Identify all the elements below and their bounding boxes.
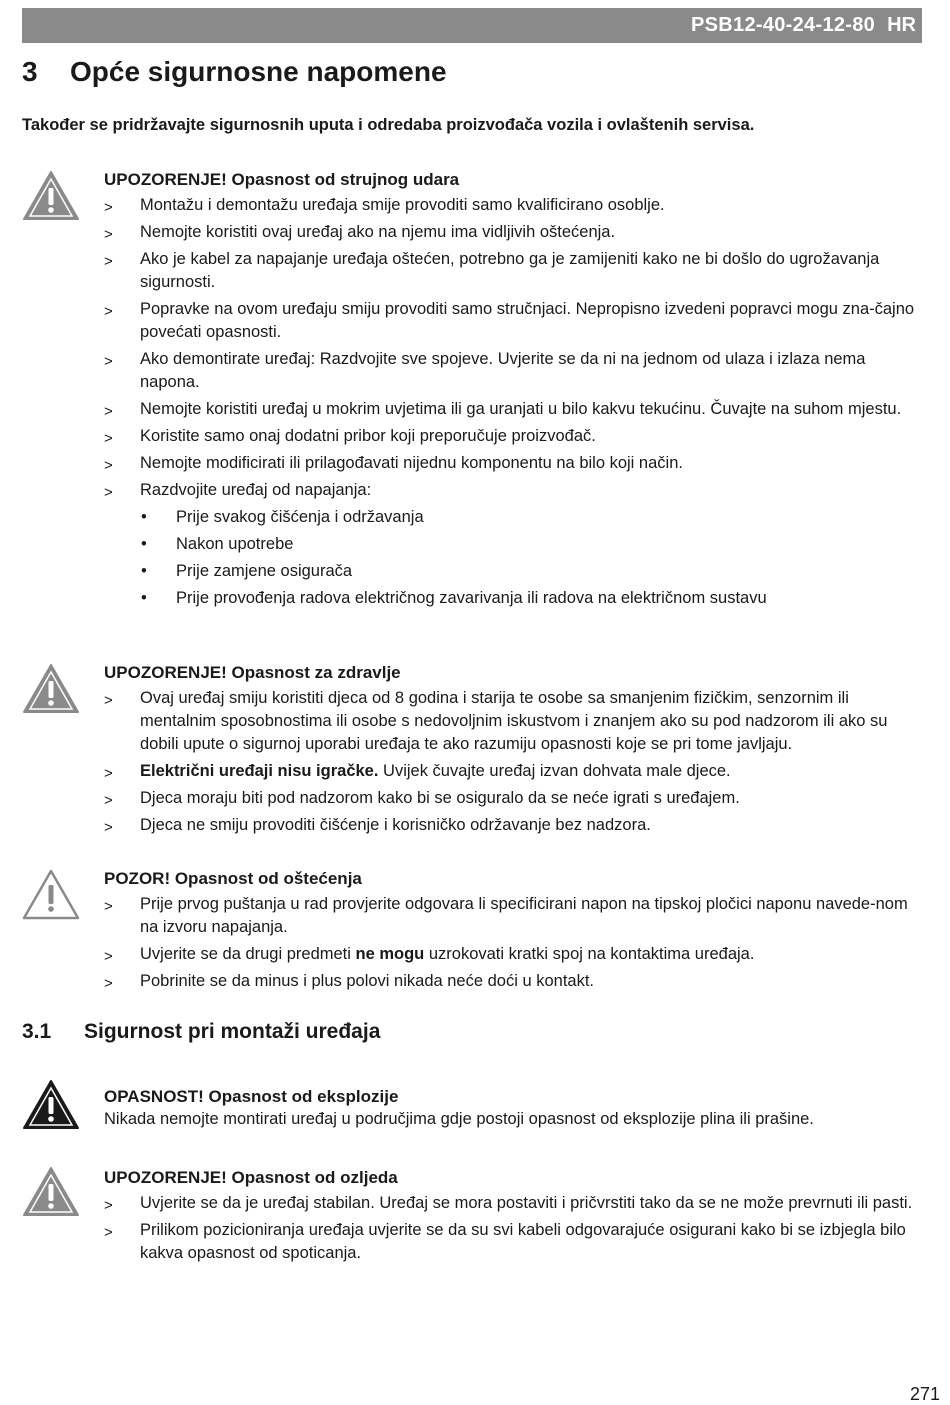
danger-triangle-icon xyxy=(22,1079,80,1131)
warning-triangle-icon xyxy=(22,1166,80,1218)
list-item: > Uvjerite se da drugi predmeti ne mogu uzrokovati kratki spoj na kontaktima uređaja. xyxy=(104,945,755,965)
list-item: > Ako je kabel za napajanje uređaja oštećen, potrebno ga je zamijeniti kako ne bi došlo do ugrožavanja sigurnosti. xyxy=(104,250,880,291)
sub-list-item: • Prije provođenja radova električnog zavarivanja ili radova na električnom sustavu xyxy=(141,589,767,607)
intro-text: Također se pridržavajte sigurnosnih uputa i odredaba proizvođača vozila i ovlaštenih servisa. xyxy=(22,116,755,134)
list-item: > Djeca ne smiju provoditi čišćenje i korisničko održavanje bez nadzora. xyxy=(104,816,651,836)
list-item: > Nemojte koristiti uređaj u mokrim uvjetima ili ga uranjati u bilo kakvu tekućinu. Čuvajte na suhom mjestu. xyxy=(104,400,902,420)
caution-triangle-icon xyxy=(22,869,80,921)
section-heading: UPOZORENJE! Opasnost od strujnog udara xyxy=(104,170,460,189)
subchapter-title xyxy=(22,1020,380,1044)
page-number: 271 xyxy=(910,1384,941,1404)
section-heading: UPOZORENJE! Opasnost od ozljeda xyxy=(104,1168,398,1187)
list-item: > Popravke na ovom uređaju smiju provoditi samo stručnjaci. Nepropisno izvedeni popravci mogu zna-čajno povećati opasnosti. xyxy=(104,300,915,341)
section-heading: UPOZORENJE! Opasnost za zdravlje xyxy=(104,663,401,682)
list-item: > Koristite samo onaj dodatni pribor koji preporučuje proizvođač. xyxy=(104,427,596,447)
list-item: > Nemojte koristiti ovaj uređaj ako na njemu ima vidljivih oštećenja. xyxy=(104,223,616,243)
model-number: PSB12-40-24-12-80 xyxy=(691,14,876,36)
subchapter-title-text: Sigurnost pri montaži uređaja xyxy=(84,1020,381,1043)
bullet-list xyxy=(104,1192,922,1265)
sub-list-item: • Nakon upotrebe xyxy=(141,535,294,553)
list-item: > Montažu i demontažu uređaja smije provoditi samo kvalificirano osoblje. xyxy=(104,196,665,216)
chapter-title-text: Opće sigurnosne napomene xyxy=(70,56,447,87)
list-item: > Prije prvog puštanja u rad provjerite odgovara li specificirani napon na tipskoj pločici naponu navede-nom na izvoru napajanja. xyxy=(104,895,908,936)
list-item: > Pobrinite se da minus i plus polovi nikada neće doći u kontakt. xyxy=(104,972,595,992)
section-paragraph: Nikada nemojte montirati uređaj u područjima gdje postoji opasnost od eksplozije plina ili prašine. xyxy=(104,1110,814,1128)
sub-list-item: • Prije svakog čišćenja i održavanja xyxy=(141,508,424,526)
list-item: > Razdvojite uređaj od napajanja: xyxy=(104,481,372,501)
bullet-list xyxy=(104,687,922,837)
list-item: > Nemojte modificirati ili prilagođavati nijednu komponentu na bilo koji način. xyxy=(104,454,683,474)
subchapter-number: 3.1 xyxy=(22,1020,52,1043)
section-heading: OPASNOST! Opasnost od eksplozije xyxy=(104,1087,399,1106)
list-item: > Ovaj uređaj smiju koristiti djeca od 8 godina i starija te osobe sa smanjenim fizičkim, senzornim ili mentalnim sposobnostima ili osobe s nedovoljnim iskustvom i znanjem ako su pod nadzorom ili ako su dobili upute o sigurnoj uporabi uređaja te ako razumiju opasnosti koje se pri tome javljaju. xyxy=(104,689,888,753)
bullet-list xyxy=(104,194,922,502)
list-item: > Djeca moraju biti pod nadzorom kako bi se osiguralo da se neće igrati s uređajem. xyxy=(104,789,740,809)
list-item: > Ako demontirate uređaj: Razdvojite sve spojeve. Uvjerite se da ni na jednom od ulaza i izlaza nema napona. xyxy=(104,350,866,391)
sub-bullet-list xyxy=(104,506,922,610)
section-heading: POZOR! Opasnost od oštećenja xyxy=(104,869,362,888)
sub-list-item: • Prije zamjene osigurača xyxy=(141,562,353,580)
bullet-list xyxy=(104,893,922,993)
list-item: > Električni uređaji nisu igračke. Uvijek čuvajte uređaj izvan dohvata male djece. xyxy=(104,762,731,782)
language-code: HR xyxy=(887,14,916,36)
chapter-title xyxy=(22,56,447,88)
chapter-number: 3 xyxy=(22,56,38,87)
warning-triangle-icon xyxy=(22,170,80,222)
list-item: > Prilikom pozicioniranja uređaja uvjerite se da su svi kabeli odgovarajuće osigurani kako bi se izbjegla bilo kakva opasnost od spoticanja. xyxy=(104,1221,906,1262)
header-bar xyxy=(22,8,922,43)
warning-triangle-icon xyxy=(22,663,80,715)
list-item: > Uvjerite se da je uređaj stabilan. Uređaj se mora postaviti i pričvrstiti tako da se ne može prevrnuti ili pasti. xyxy=(104,1194,913,1214)
